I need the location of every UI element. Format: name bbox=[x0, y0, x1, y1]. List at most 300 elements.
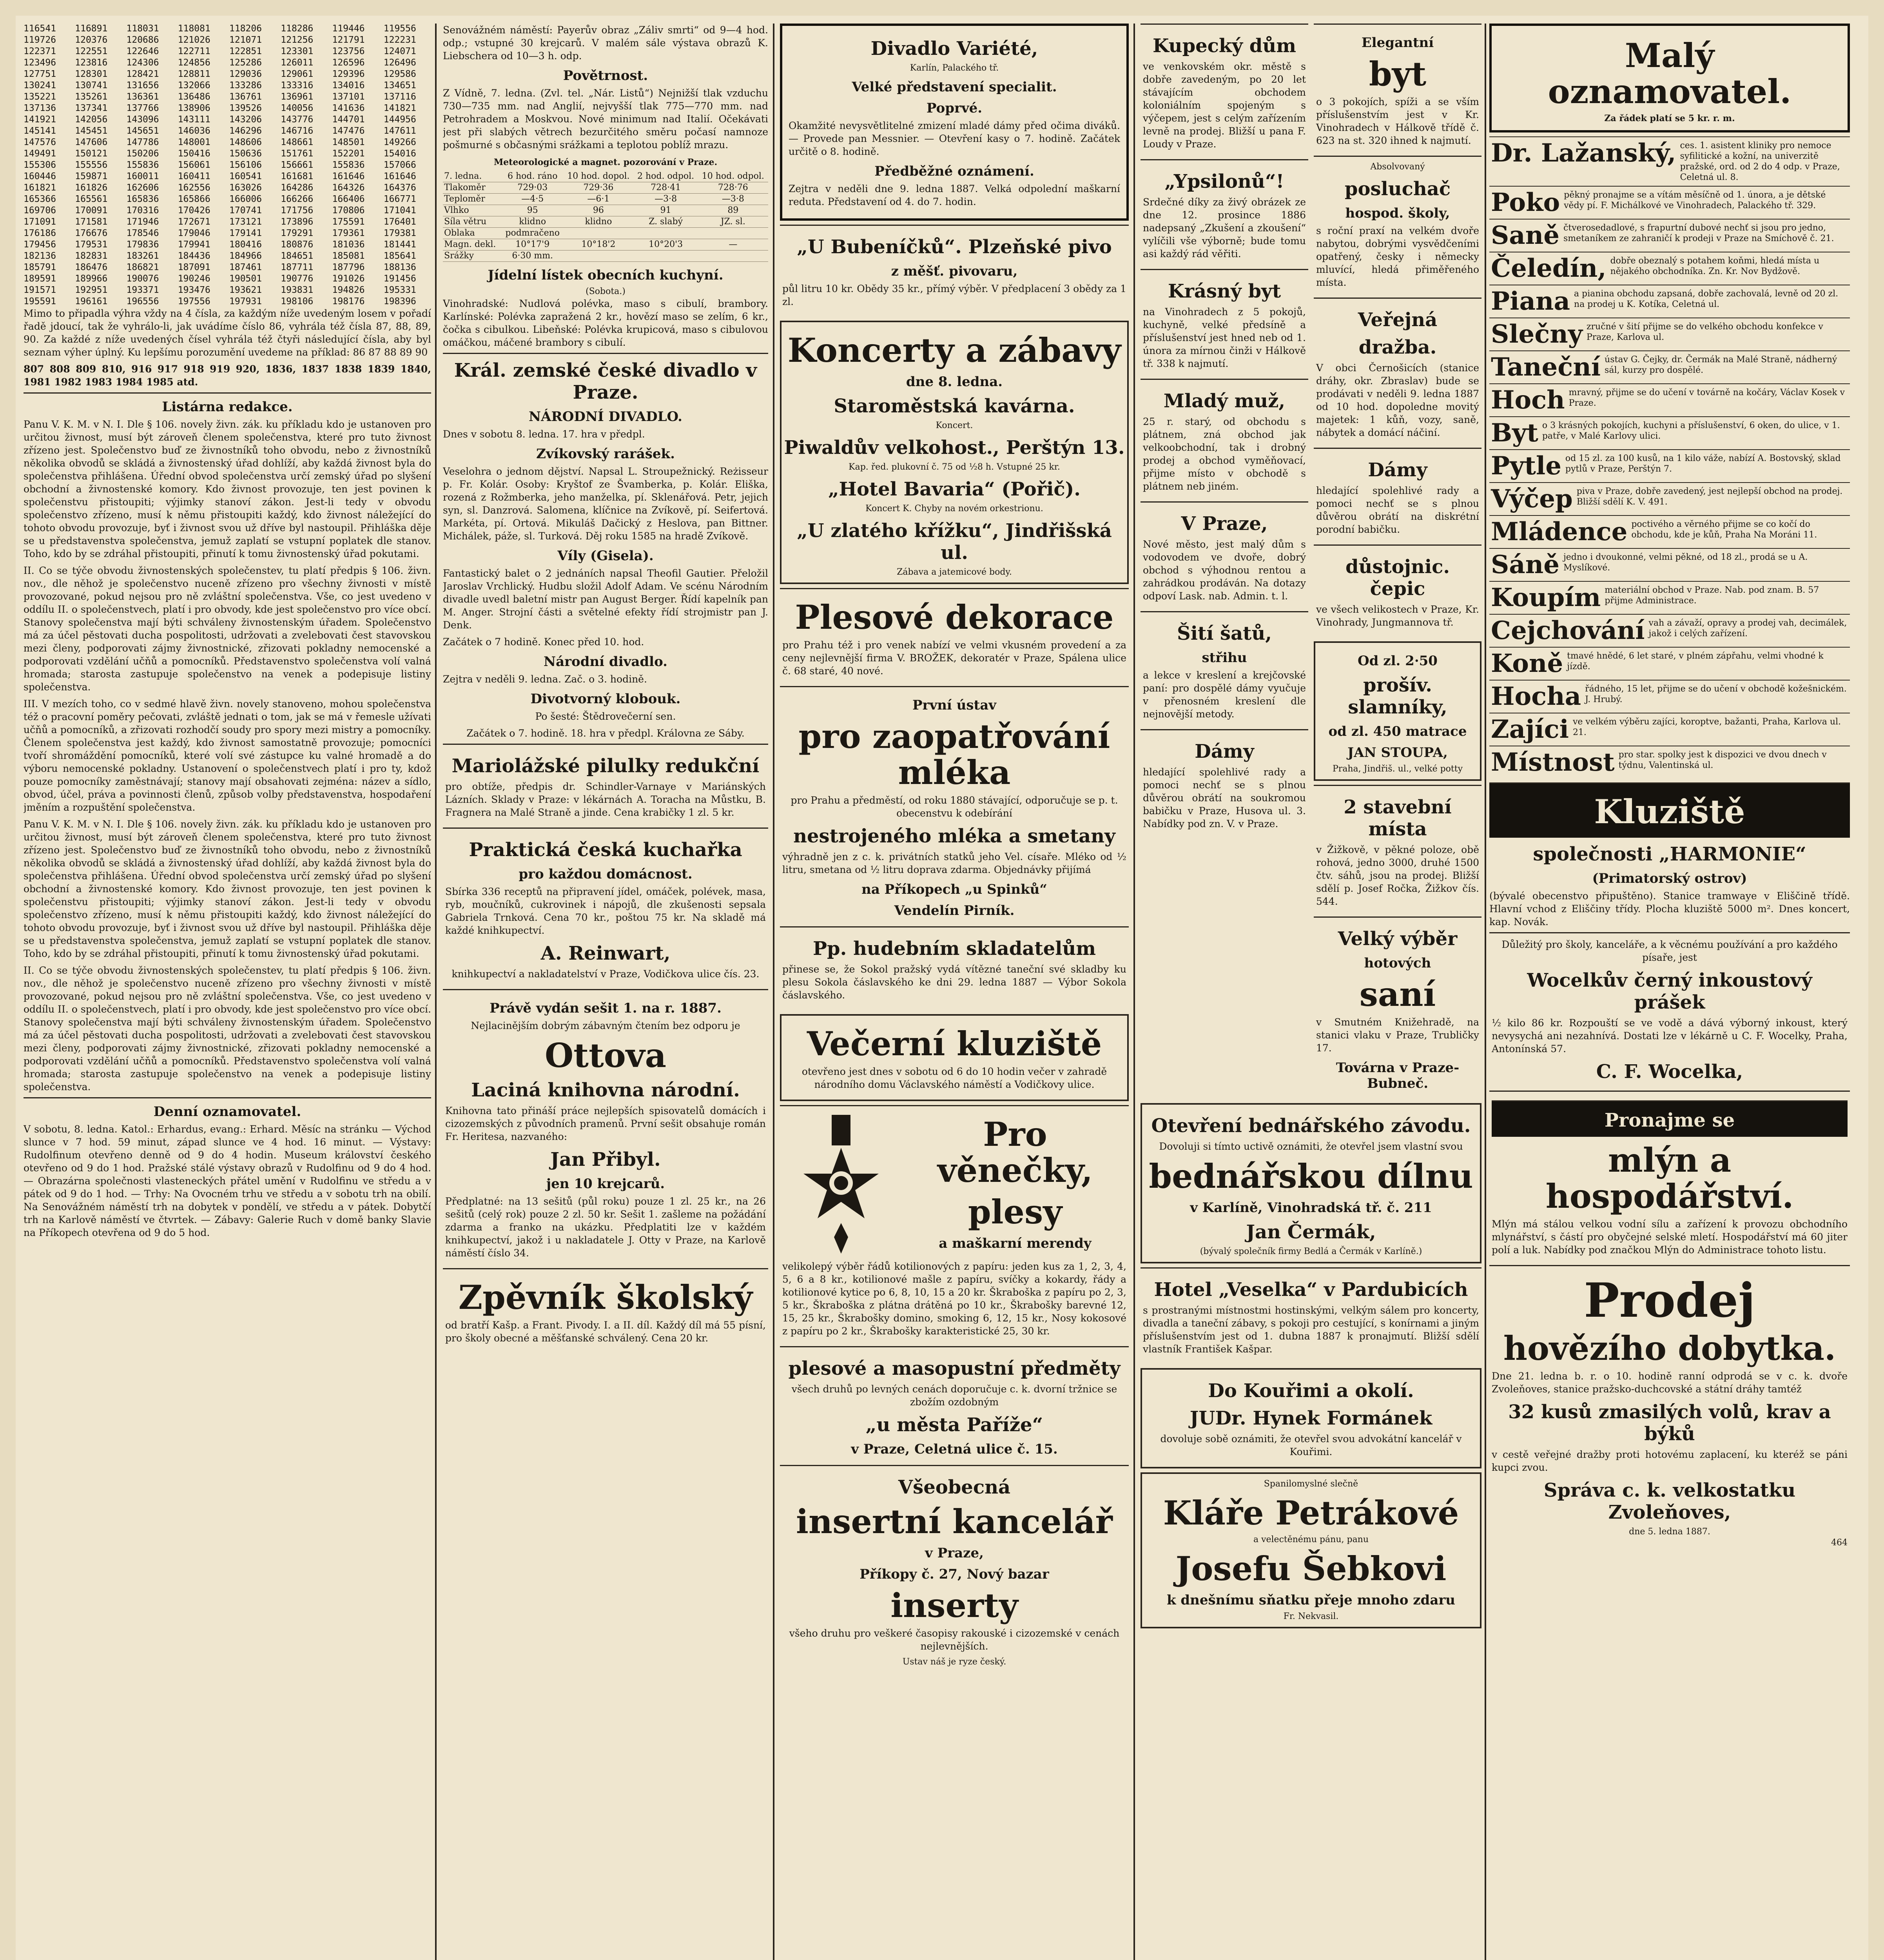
met-row bbox=[443, 228, 768, 239]
lottery-number: 131656 bbox=[126, 80, 159, 91]
slamniky-address: Praha, Jindřiš. ul., velké potty bbox=[1332, 764, 1463, 774]
lottery-number: 123816 bbox=[75, 58, 108, 68]
lottery-number: 185791 bbox=[24, 262, 56, 272]
prodej-title-2: hovězího dobytka. bbox=[1503, 1329, 1836, 1368]
lottery-number: 136761 bbox=[229, 92, 262, 102]
lottery-number: 148001 bbox=[178, 137, 210, 147]
koncert-3: „Hotel Bavaria“ (Pořič). bbox=[828, 478, 1081, 500]
lottery-number: 176401 bbox=[383, 217, 416, 227]
column-classifieds bbox=[1489, 24, 1850, 1960]
met-title: Meteorologické a magnet. pozorování v Praze. bbox=[493, 157, 718, 167]
lottery-number: 172671 bbox=[178, 217, 210, 227]
lottery-number: 135221 bbox=[24, 92, 56, 102]
lottery-number: 151761 bbox=[281, 149, 314, 159]
ustav-body-2: výhradně jen z c. k. privátních statků jeho Vel. císaře. Mléko od ½ litru, smetana od ½ litru doprava zdarma. Objednávky přijímá bbox=[782, 851, 1126, 875]
classified-heading: Poko bbox=[1491, 188, 1560, 217]
column-rule bbox=[773, 24, 774, 1960]
ad-zpevnik bbox=[443, 1268, 768, 1353]
classified-ad bbox=[1489, 515, 1850, 548]
venecky-subtitle: plesy bbox=[968, 1192, 1063, 1231]
lottery-number: 161646 bbox=[332, 171, 365, 181]
lottery-number: 143776 bbox=[281, 114, 314, 125]
ad-kucharka-title: Praktická česká kuchařka bbox=[469, 839, 742, 861]
lottery-number: 189591 bbox=[24, 274, 56, 284]
met-row bbox=[443, 250, 768, 262]
lottery-number: 116541 bbox=[24, 24, 56, 34]
otevreni-heading: bednářskou dílnu bbox=[1149, 1157, 1473, 1196]
classified-text: materiální obchod v Praze. Nab. pod znam. B. 57 přijme Administrace. bbox=[1605, 585, 1819, 606]
ad-wocelka-inkoust bbox=[1489, 932, 1850, 1091]
draw-intro: Mimo to připadla výhra vždy na 4 čísla, za každým níže uvedeným losem v pořadí řadě jdoucí, tak že vyhrálo-li, jak uvádíme číslo 86, vyhrála též čísla 87, 88, 89, 90. Za každé z níže uvedených čísel vyhrála též čtyři následující čísla, aby byl seznam výher úplný. Ku lepšímu porozumění uvedeme na příklad: 86 87 88 89 90 bbox=[24, 308, 431, 358]
lottery-number: 130741 bbox=[75, 80, 108, 91]
lottery-number: 160411 bbox=[178, 171, 210, 181]
classified-ad bbox=[1489, 186, 1850, 219]
ad-velky-vyber bbox=[1314, 916, 1481, 1099]
lottery-number: 119446 bbox=[332, 24, 365, 34]
kupecky-title: Kupecký dům bbox=[1153, 35, 1296, 57]
lottery-number: 179046 bbox=[178, 228, 210, 238]
lottery-number: 119556 bbox=[383, 24, 416, 34]
lottery-number: 189966 bbox=[75, 274, 108, 284]
lottery-number: 133286 bbox=[229, 80, 262, 91]
svatba-sign: Fr. Nekvasil. bbox=[1283, 1612, 1339, 1621]
met-cell: — bbox=[698, 239, 768, 250]
lottery-number: 156061 bbox=[178, 160, 210, 170]
ad-mariol bbox=[443, 744, 768, 828]
lottery-number: 122851 bbox=[229, 46, 262, 56]
classified-ad bbox=[1489, 252, 1850, 285]
lottery-number: 175591 bbox=[332, 217, 365, 227]
lottery-number: 129036 bbox=[229, 69, 262, 79]
met-cell: 728·76 bbox=[698, 182, 768, 194]
lottery-number: 122646 bbox=[126, 46, 159, 56]
lottery-number: 163026 bbox=[229, 183, 262, 193]
lottery-number: 160541 bbox=[229, 171, 262, 181]
ustav-pre: První ústav bbox=[912, 697, 997, 713]
mlady-body: 25 r. starý, od obchodu s plátnem, zná obchod jak velkoobchodní, tak i drobný prodej a obchod vyměňovací, přijme místo v obchodě s plátnem neb jiném. bbox=[1143, 416, 1306, 492]
ad-mlady-muz bbox=[1141, 379, 1308, 501]
met-cell: 10°20'3 bbox=[634, 239, 698, 250]
lottery-number: 173896 bbox=[281, 217, 314, 227]
otevreni-address: v Karlíně, Vinohradská tř. č. 211 bbox=[1190, 1200, 1432, 1216]
listarna-body: Panu V. K. M. v N. I. Dle § 106. novely živn. zák. ku příkladu kdo je ustanoven pro určitou živnost, musí být zároveň členem společenstva, které pro tuto živnost zřízeno jest. Společenstvo buď ze živnostníků toho obvodu, nebo z živnostníků několika obvodů se skládá a živnostenský úřad dohlíží, aby každá živnost byla do společenstva přihlášena. Úřední obvod společenstva určí zemský úřad po slyšení obchodní a živnostenské komory. Kdo živnost provozuje, ten jest povinen k společenstvu přistoupiti; výjimky stanoví zákon. Jest-li tedy v obvodu společenstvo zřízeno, musí k němu přistoupiti každý, kdo živnost náležející do tohoto obvodu provozuje, byť i živnost svou už dříve byl nastoupil. Přihláška děje se u představenstva společenstva, jemuž zaplatí se vstupní poplatek dle stanov. Toho, kdo by se zdráhal přistoupiti, přinutí k tomu živnostenský úřad pokutami. bbox=[24, 419, 431, 559]
venecky-body: velikolepý výběr řádů kotilionových z papíru: jeden kus za 1, 2, 3, 4, 5, 6 a 8 kr., kotilionové mašle z papíru, svíčky a kokardy, řády a kotilionové kytice po 6, 8, 10, 15 a 20 kr. Škraboška z papíru po 2, 3, 5 kr., Škraboška z plátna drátěná po 10 kr., Škrabošky barevné 12, 15, 25 kr., Škrabošky domino, smoking 6, 12, 15 kr., Nosy kokosové z papíru po 2 kr., Škrabošky karakteristické 25, 30 kr. bbox=[782, 1261, 1126, 1337]
lottery-number: 150636 bbox=[229, 149, 262, 159]
krasny-body: na Vinohradech z 5 pokojů, kuchyně, velké předsíně a příslušenství jest hned neb od 1. února za mírnou činži v Hálkově tř. 338 k najmutí. bbox=[1143, 306, 1306, 369]
classified-ad bbox=[1489, 581, 1850, 614]
kluziste-harmonie-place: (Primatorský ostrov) bbox=[1592, 871, 1747, 886]
plesove-title: Plesové dekorace bbox=[795, 598, 1114, 637]
met-cell bbox=[698, 228, 768, 239]
ad-wedding-greeting bbox=[1141, 1472, 1481, 1628]
mlyn-body: Mlýn má stálou velkou vodní sílu a zařízení k provozu obchodního mlynářství, s částí pro obyčejné selské mletí. Hospodářství má 60 jiter polí a luk. Nabídky pod značkou Mlýn do Administrace tohoto listu. bbox=[1492, 1218, 1848, 1256]
lottery-number: 161826 bbox=[75, 183, 108, 193]
lottery-number: 184436 bbox=[178, 251, 210, 261]
prodej-body: Dne 21. ledna b. r. o 10. hodině ranní odprodá se v c. k. dvoře Zvoleňoves, stanice pražsko-duchcovské a státní dráhy tamtéž bbox=[1492, 1370, 1848, 1395]
lottery-number: 190776 bbox=[281, 274, 314, 284]
lottery-number: 149266 bbox=[383, 137, 416, 147]
weather-title: Povětrnost. bbox=[563, 68, 648, 83]
met-cell: Srážky bbox=[443, 250, 502, 262]
met-row bbox=[443, 182, 768, 194]
inzert-subtitle: v Praze, bbox=[925, 1545, 984, 1561]
lottery-number: 147576 bbox=[24, 137, 56, 147]
lottery-number: 139526 bbox=[229, 103, 262, 113]
verejna-title-2: dražba. bbox=[1358, 336, 1437, 358]
ad-reinwart-body: knihkupectví a nakladatelství v Praze, Vodičkova ulice čís. 23. bbox=[452, 968, 760, 980]
oznamovatel-body: V sobotu, 8. ledna. Katol.: Erhardus, evang.: Erhard. Měsíc na stránku — Východ slunce v 7 hod. 59 minut, západ slunce ve 4 hod. 16 minut. — Výstavy: Rudolfinum otevřeno denně od 9 do 4 hodin. Museum království českého otevřeno od 9 do 1 hod. Pražské stálé výstavy obrazů v Rudolfinu od 9 do 4 hod. — Obrazárna společnosti vlasteneckých přátel umění v Rudolfinu ve středu a v pátek od 9 do 1 hod. — Trhy: Na Ovocném trhu ve středu a v sobotu trh na obilí. Na Senovážném náměstí trh na dobytek v pondělí, ve středu a v pátek. Dobytčí trh na Karlově náměstí ve čtvrtek. — Zábavy: Galerie Ruch v domě banky Slavie na Příkopech otevřena od 9 do 5 hod. bbox=[24, 1123, 431, 1238]
lottery-number: 162556 bbox=[178, 183, 210, 193]
lottery-number: 143206 bbox=[229, 114, 262, 125]
classified-ad bbox=[1489, 136, 1850, 186]
lottery-number: 125286 bbox=[229, 58, 262, 68]
met-cell bbox=[563, 228, 633, 239]
lottery-number: 128811 bbox=[178, 69, 210, 79]
lottery-number: 150121 bbox=[75, 149, 108, 159]
lottery-number: 140056 bbox=[281, 103, 314, 113]
classified-heading: Sáně bbox=[1491, 550, 1559, 579]
kourim-title: Do Kouřimi a okolí. bbox=[1208, 1380, 1414, 1402]
veselka-title: Hotel „Veselka“ v Pardubicích bbox=[1154, 1279, 1468, 1301]
lottery-number: 137341 bbox=[75, 103, 108, 113]
lottery-number: 164286 bbox=[281, 183, 314, 193]
ustav-name: Vendelín Pirník. bbox=[894, 903, 1015, 918]
met-row bbox=[443, 194, 768, 205]
lottery-number: 141821 bbox=[383, 103, 416, 113]
met-cell: 10°18'2 bbox=[563, 239, 633, 250]
lottery-number: 190076 bbox=[126, 274, 159, 284]
theatre-subtitle: NÁRODNÍ DIVADLO. bbox=[529, 409, 682, 425]
lottery-number: 143096 bbox=[126, 114, 159, 125]
classified-ad bbox=[1489, 219, 1850, 252]
damy-body: hledající spolehlivé rady a pomoci nechť se s plnou důvěrou obrátí na soukromou babičku v Praze, Husova ul. 3. Nabídky pod zn. V. v Praze. bbox=[1143, 766, 1306, 829]
bubenicek-subtitle: z měšť. pivovaru, bbox=[891, 263, 1018, 279]
classified-text: zručné v šití přijme se do velkého obchodu konfekce v Praze, Karlova ul. bbox=[1586, 322, 1823, 342]
ad-ottova bbox=[443, 989, 768, 1268]
met-row bbox=[443, 216, 768, 228]
lottery-number: 179291 bbox=[281, 228, 314, 238]
divadlo-heading-2: Poprvé. bbox=[926, 100, 983, 116]
lottery-number: 126496 bbox=[383, 58, 416, 68]
posluchac-pre: Absolvovaný bbox=[1370, 162, 1425, 172]
classified-text: pro star. spolky jest k dispozici ve dvou dnech v týdnu, Valentinská ul. bbox=[1618, 750, 1827, 770]
slamniky-name: JAN STOUPA, bbox=[1347, 745, 1448, 760]
met-cell: 6·30 mm. bbox=[502, 250, 563, 262]
lottery-number: 161681 bbox=[281, 171, 314, 181]
newspaper-page bbox=[16, 16, 1868, 1960]
lottery-number: 166406 bbox=[332, 194, 365, 204]
koncerty-title: Koncerty a zábavy bbox=[787, 331, 1121, 370]
classified-text: ve velkém výběru zajíci, koroptve, bažanti, Praha, Karlova ul. 21. bbox=[1572, 717, 1841, 737]
play-2-time: Začátek o 7 hodině. Konec před 10. hod. bbox=[443, 636, 644, 648]
lottery-number: 134016 bbox=[332, 80, 365, 91]
met-cell: —3·8 bbox=[698, 194, 768, 205]
lottery-number: 166771 bbox=[383, 194, 416, 204]
stavebni-title: 2 stavební místa bbox=[1344, 796, 1452, 840]
lottery-number: 141921 bbox=[24, 114, 56, 125]
column-entertainment bbox=[780, 24, 1129, 1960]
ad-zpevnik-title: Zpěvník školský bbox=[458, 1278, 753, 1317]
lottery-number: 121071 bbox=[229, 35, 262, 45]
lottery-number: 180876 bbox=[281, 240, 314, 250]
lottery-number: 150416 bbox=[178, 149, 210, 159]
otevreni-subtitle: (bývalý společník firmy Bedlá a Čermák v Karlíně.) bbox=[1200, 1247, 1422, 1256]
met-cell: 10 hod. dopol. bbox=[563, 171, 633, 182]
lottery-number: 180416 bbox=[229, 240, 262, 250]
lottery-number: 148501 bbox=[332, 137, 365, 147]
lottery-number: 193371 bbox=[126, 285, 159, 295]
lottery-number: 144701 bbox=[332, 114, 365, 125]
classified-text: čtverosedadlové, s frapurtní dubové nechť si jsou pro jedno, smetaníkem ze zahraničí k prodeji v Praze na Smíchově č. 21. bbox=[1563, 223, 1834, 243]
classified-heading: Místnost bbox=[1491, 748, 1615, 777]
lottery-number: 184651 bbox=[281, 251, 314, 261]
lottery-number: 122551 bbox=[75, 46, 108, 56]
classified-text: mravný, přijme se do učení v továrně na kočáry, Václav Kosek v Praze. bbox=[1568, 388, 1845, 408]
ad-ottova-note: Nejlacinějším dobrým zábavným čtením bez odporu je bbox=[471, 1020, 740, 1031]
theatre-day: Dnes v sobotu 8. ledna. 17. hra v předpl. bbox=[443, 428, 645, 440]
inkoust-body: ½ kilo 86 kr. Rozpouští se ve vodě a dává výborný inkoust, který nevysychá ani nezahnívá. Dostati lze v lékárně u C. F. Wocelky, Praha, Antonínská 57. bbox=[1492, 1017, 1848, 1054]
ad-reinwart-title: A. Reinwart, bbox=[540, 942, 671, 964]
lottery-number: 171946 bbox=[126, 217, 159, 227]
svatba-pre: Spanilomyslné slečně bbox=[1264, 1479, 1358, 1489]
lottery-number: 179381 bbox=[383, 228, 416, 238]
lottery-number: 155836 bbox=[332, 160, 365, 170]
classified-ad bbox=[1489, 350, 1850, 383]
kluziste-harmonie-subtitle: společnosti „HARMONIE“ bbox=[1533, 843, 1806, 865]
lottery-number: 154016 bbox=[383, 149, 416, 159]
oznamovatel-title: Denní oznamovatel. bbox=[153, 1104, 301, 1120]
menu-day: (Sobota.) bbox=[586, 287, 626, 296]
ad-ottova-pre: Právě vydán sešit 1. na r. 1887. bbox=[490, 1000, 722, 1016]
lottery-number: 191571 bbox=[24, 285, 56, 295]
met-cell: podmračeno bbox=[502, 228, 563, 239]
listarna-body-repeat-2: II. Co se týče obvodu živnostenských společenstev, tu platí předpis § 106. živn. nov., dle něhož je společenstvo nuceně zřízeno pro všechny živnosti v místě provozované, pokud nejsou pro ně zvláštní společenstva. Vše, co jest uvedeno v oddílu II. o společenstvech, platí i pro obvody, kde jest společenstvo pro více obcí. Stanovy společenstva mají býti schváleny živnostenským úřadem. Společenstvo má za účel pěstovati ducha pospolitosti, udržovati a zvelebovati čest stavovskou mezi členy, podporovati zájmy živnostnické, zřizovati pokladny nemocenské a podporovati vzdělání učňů a pomocníků. Představenstvo společenstva volí valná hromada; starosta zastupuje společenstvo na venek a podepisuje listiny společenstva. bbox=[24, 965, 431, 1093]
met-cell bbox=[698, 250, 768, 262]
lottery-number: 121026 bbox=[178, 35, 210, 45]
lottery-number: 186821 bbox=[126, 262, 159, 272]
ad-hotel-veselka bbox=[1141, 1267, 1481, 1364]
lottery-number: 193831 bbox=[281, 285, 314, 295]
inkoust-title: Wocelkův černý inkoustový prášek bbox=[1527, 969, 1812, 1013]
classified-heading: Piana bbox=[1491, 287, 1570, 316]
lottery-number: 185641 bbox=[383, 251, 416, 261]
ad-slamniky bbox=[1314, 641, 1481, 781]
posluchac-body: s roční praxí na velkém dvoře nabytou, dobrými vysvědčeními opatřený, česky i německy mluvící, hledá přiměřeného místa. bbox=[1316, 225, 1479, 288]
otevreni-name: Jan Čermák, bbox=[1246, 1221, 1376, 1243]
lottery-number: 149491 bbox=[24, 149, 56, 159]
inkoust-sign: C. F. Wocelka, bbox=[1596, 1061, 1743, 1083]
predmety-title: plesové a masopustní předměty bbox=[788, 1357, 1121, 1379]
column-rule bbox=[1485, 24, 1486, 1960]
met-cell: Tlakoměr bbox=[443, 182, 502, 194]
classified-ad bbox=[1489, 746, 1850, 779]
predmety-name: „u města Paříže“ bbox=[865, 1414, 1043, 1436]
classified-text: tmavé hnědé, 6 let staré, v plném zápřahu, velmi vhodné k jízdě. bbox=[1567, 651, 1824, 671]
met-cell: klidno bbox=[563, 216, 633, 228]
inzert-heading: inserty bbox=[890, 1586, 1018, 1625]
lottery-number: 142056 bbox=[75, 114, 108, 125]
lottery-number: 164326 bbox=[332, 183, 365, 193]
svatba-groom: Josefu Šebkovi bbox=[1175, 1549, 1447, 1588]
lottery-number: 118031 bbox=[126, 24, 159, 34]
lottery-number: 181036 bbox=[332, 240, 365, 250]
met-cell: 91 bbox=[634, 205, 698, 216]
met-cell bbox=[634, 250, 698, 262]
lottery-number: 195331 bbox=[383, 285, 416, 295]
ad-venecky bbox=[780, 1105, 1129, 1346]
mlyn-pre: Pronajme se bbox=[1604, 1109, 1735, 1131]
mlady-title: Mladý muž, bbox=[1163, 390, 1286, 412]
lottery-number: 148661 bbox=[281, 137, 314, 147]
lottery-number: 182831 bbox=[75, 251, 108, 261]
velky-title: Velký výběr bbox=[1338, 928, 1458, 950]
velky-body: v Smutném Knižehradě, na stanici vlaku v Praze, Trubličky 17. bbox=[1316, 1016, 1479, 1054]
maly-subtitle: Za řádek platí se 5 kr. r. m. bbox=[1604, 113, 1735, 123]
ad-damy bbox=[1141, 729, 1308, 839]
lottery-number: 135261 bbox=[75, 92, 108, 102]
otevreni-title: Otevření bednářského závodu. bbox=[1151, 1115, 1471, 1137]
met-cell: —6·1 bbox=[563, 194, 633, 205]
lottery-number: 136961 bbox=[281, 92, 314, 102]
separator bbox=[24, 392, 431, 394]
classified-text: od 15 zl. za 100 kusů, na 1 kilo váže, nabízí A. Bostovský, sklad pytlů v Praze, Perštýn 7. bbox=[1565, 454, 1841, 474]
lottery-number: 176676 bbox=[75, 228, 108, 238]
venecky-subtitle-2: a maškarní merendy bbox=[939, 1236, 1092, 1251]
prodej-date: dne 5. ledna 1887. bbox=[1629, 1527, 1710, 1537]
theatre-title: Král. zemské české divadlo v Praze. bbox=[454, 359, 757, 403]
lottery-number: 165836 bbox=[126, 194, 159, 204]
lottery-number: 171041 bbox=[383, 205, 416, 216]
ad-verejna-drazba bbox=[1314, 298, 1481, 448]
met-cell: Teploměr bbox=[443, 194, 502, 205]
met-row bbox=[443, 205, 768, 216]
ad-elegantni-byt bbox=[1314, 24, 1481, 156]
ad-mariol-title: Mariolážské pilulky redukční bbox=[452, 755, 760, 777]
listarna-title: Listárna redakce. bbox=[162, 399, 293, 415]
lottery-number: 192951 bbox=[75, 285, 108, 295]
lottery-number: 122711 bbox=[178, 46, 210, 56]
maly-oznamovatel-masthead bbox=[1489, 24, 1850, 132]
classified-ad bbox=[1489, 614, 1850, 647]
lottery-number: 173121 bbox=[229, 217, 262, 227]
lottery-number: 144956 bbox=[383, 114, 416, 125]
lottery-number: 156661 bbox=[281, 160, 314, 170]
classified-text: a pianina obchodu zapsaná, dobře zachovalá, levně od 20 zl. na prodej u K. Kotíka, Celetná ul. bbox=[1574, 289, 1839, 309]
lottery-number: 119726 bbox=[24, 35, 56, 45]
lottery-number: 196161 bbox=[75, 296, 108, 307]
classified-heading: Čeledín, bbox=[1491, 254, 1607, 283]
classified-ad bbox=[1489, 285, 1850, 318]
ad-zpevnik-body: od bratří Kašp. a Frant. Pivody. I. a II. díl. Každý díl má 55 písní, pro školy obecné a měšťanské schválený. Cena 20 kr. bbox=[445, 1319, 766, 1344]
classified-ad bbox=[1489, 416, 1850, 449]
lottery-number: 127751 bbox=[24, 69, 56, 79]
ad-kourim bbox=[1141, 1368, 1481, 1468]
ad-v-praze bbox=[1141, 501, 1308, 611]
lottery-number: 150206 bbox=[126, 149, 159, 159]
met-cell: 728·41 bbox=[634, 182, 698, 194]
lottery-number: 132066 bbox=[178, 80, 210, 91]
lottery-number: 130241 bbox=[24, 80, 56, 91]
ustav-body: pro Prahu a předměstí, od roku 1880 stávající, odporučuje se p. t. obecenstvu k odebírání bbox=[791, 795, 1118, 819]
lottery-number: 155556 bbox=[75, 160, 108, 170]
lottery-number: 194826 bbox=[332, 285, 365, 295]
prodej-number: 464 bbox=[1831, 1538, 1848, 1548]
lottery-number: 171581 bbox=[75, 217, 108, 227]
ad-ottova-book: Jan Přibyl. bbox=[550, 1149, 661, 1171]
lottery-numbers bbox=[24, 24, 431, 307]
menu-title: Jídelní lístek obecních kuchyní. bbox=[488, 267, 723, 283]
ad-krasny-byt bbox=[1141, 269, 1308, 379]
ad-damy-2 bbox=[1314, 448, 1481, 544]
lottery-number: 155836 bbox=[126, 160, 159, 170]
lottery-number: 169706 bbox=[24, 205, 56, 216]
ad-kluziste-harmonie bbox=[1489, 782, 1850, 838]
lottery-number: 118286 bbox=[281, 24, 314, 34]
dustojnic-title: důstojnic. čepic bbox=[1345, 556, 1450, 600]
inzert-title: Všeobecná bbox=[898, 1476, 1011, 1498]
ustav-place: na Příkopech „u Spinků“ bbox=[861, 882, 1047, 897]
classified-text: o 3 krásných pokojích, kuchyni a příslušenství, 6 oken, do ulice, v 1. patře, v Malé Karlovy ulici. bbox=[1542, 421, 1840, 441]
classified-heading: Taneční bbox=[1491, 352, 1601, 382]
koncert-4-sub: Zábava a jatemicové body. bbox=[897, 567, 1012, 577]
weather-body: Z Vídně, 7. ledna. (Zvl. tel. „Nár. Listů“) Nejnižší tlak vzduchu 730—735 mm. nad Anglií, nejvyšší tlak 775—770 mm. nad Petrohradem a Moskvou. Nové minimum nad Italií. Očekávati jest při slabých větrech bezurčitého směru počasí namnoze pošmurné s občasnými srážkami a teplotou poblíž mrazu. bbox=[443, 87, 768, 151]
classified-text: piva v Praze, dobře zavedený, jest nejlepší obchod na prodej. Bližší sdělí K. V. 491. bbox=[1576, 486, 1843, 507]
play-2-title: Víly (Gisela). bbox=[557, 548, 654, 564]
predmety-address: v Praze, Celetná ulice č. 15. bbox=[851, 1441, 1058, 1457]
prodej-body-2: v cestě veřejné dražby proti hotovému zaplacení, ku kteréž se páni kupci zvou. bbox=[1492, 1449, 1848, 1473]
lottery-number: 123301 bbox=[281, 46, 314, 56]
met-cell: 7. ledna. bbox=[443, 171, 502, 182]
lottery-number: 191026 bbox=[332, 274, 365, 284]
velky-heading: saní bbox=[1359, 975, 1436, 1014]
met-cell: klidno bbox=[502, 216, 563, 228]
ad-divadlo-variete bbox=[780, 24, 1129, 221]
bubenicek-body: půl litru 10 kr. Obědy 35 kr., přímý výběr. V předplacení 3 obědy za 1 zl. bbox=[782, 283, 1126, 307]
koncert-4: „U zlatého křížku“, Jindřišská ul. bbox=[797, 520, 1112, 564]
lottery-number: 187711 bbox=[281, 262, 314, 272]
classified-heading: Koupím bbox=[1491, 583, 1601, 612]
classified-ad bbox=[1489, 548, 1850, 581]
lottery-number: 170091 bbox=[75, 205, 108, 216]
lottery-number: 196556 bbox=[126, 296, 159, 307]
lottery-number: 128421 bbox=[126, 69, 159, 79]
classified-ad bbox=[1489, 449, 1850, 482]
lottery-number: 137136 bbox=[24, 103, 56, 113]
lottery-number: 197931 bbox=[229, 296, 262, 307]
met-cell: 6 hod. ráno bbox=[502, 171, 563, 182]
met-row bbox=[443, 171, 768, 182]
lottery-number: 170426 bbox=[178, 205, 210, 216]
lottery-number: 160446 bbox=[24, 171, 56, 181]
ad-hudebni bbox=[780, 926, 1129, 1010]
damy2-body: hledající spolehlivé rady a pomoci nechť se s plnou důvěrou obrátí na diskrétní porodní babičku. bbox=[1316, 485, 1479, 535]
lottery-number: 165561 bbox=[75, 194, 108, 204]
divadlo-title: Divadlo Variété, bbox=[870, 38, 1038, 60]
lottery-number: 133316 bbox=[281, 80, 314, 91]
listarna-body-repeat: Panu V. K. M. v N. I. Dle § 106. novely živn. zák. ku příkladu kdo je ustanoven pro určitou živnost, musí být zároveň členem společenstva, které pro tuto živnost zřízeno jest. Společenstvo buď ze živnostníků toho obvodu, nebo z živnostníků několika obvodů se skládá a živnostenský úřad dohlíží, aby každá živnost byla do společenstva přihlášena. Úřední obvod společenstva určí zemský úřad po slyšení obchodní a živnostenské komory. Kdo živnost provozuje, ten jest povinen k společenstvu přistoupiti; výjimky stanoví zákon. Jest-li tedy v obvodu společenstvo zřízeno, musí k němu přistoupiti každý, kdo živnost náležející do tohoto obvodu provozuje, byť i živnost svou už dříve byl nastoupil. Přihláška děje se u představenstva společenstva, jemuž zaplatí se vstupní poplatek dle stanov. Toho, kdo by se zdráhal přistoupiti, přinutí k tomu živnostenský úřad pokutami. bbox=[24, 818, 431, 959]
lottery-number: 156106 bbox=[229, 160, 262, 170]
draw-tail: 807 808 809 810, 916 917 918 919 920, 1836, 1837 1838 1839 1840, 1981 1982 1983 1984 1985 atd. bbox=[24, 363, 431, 388]
order-medal-illustration bbox=[782, 1115, 900, 1256]
lottery-number: 185081 bbox=[332, 251, 365, 261]
classified-heading: Byt bbox=[1491, 418, 1538, 448]
lottery-number: 181441 bbox=[383, 240, 416, 250]
lottery-number: 187461 bbox=[229, 262, 262, 272]
lottery-number: 176186 bbox=[24, 228, 56, 238]
classified-heading: Zajíci bbox=[1491, 715, 1569, 744]
lottery-number: 148606 bbox=[229, 137, 262, 147]
koncerty-day: dne 8. ledna. bbox=[906, 374, 1003, 390]
